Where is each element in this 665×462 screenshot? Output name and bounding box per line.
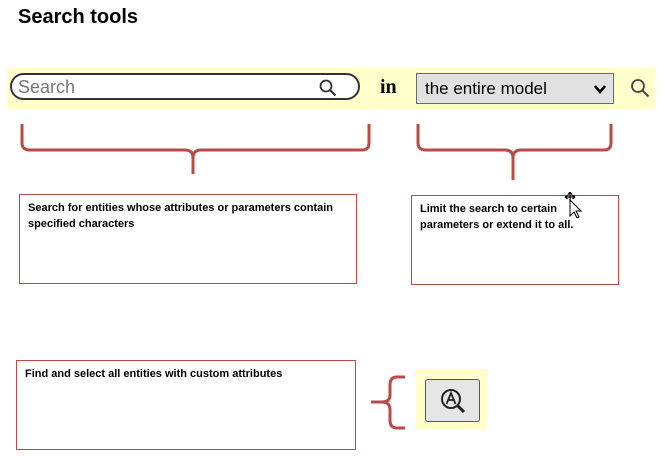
callout-scope-text: Limit the search to certain parameters or extend it to all. <box>420 203 574 231</box>
page-title: Search tools <box>18 6 139 28</box>
callout-custom-text: Find and select all entities with custom attributes <box>25 368 283 380</box>
callout-search-text: Search for entities whose attributes or parameters contain specified characters <box>28 202 334 230</box>
callout-custom <box>16 360 356 450</box>
attribute-search-icon <box>439 387 467 415</box>
brace-custom <box>371 377 405 428</box>
brace-search <box>22 124 369 174</box>
brace-scope <box>418 124 611 180</box>
in-label: in <box>380 76 397 98</box>
callout-search <box>19 194 357 284</box>
mouse-cursor-icon <box>562 192 584 218</box>
callout-scope <box>411 195 619 285</box>
custom-attributes-search-button[interactable] <box>425 379 480 422</box>
scope-selected-value: the entire model <box>425 79 547 98</box>
